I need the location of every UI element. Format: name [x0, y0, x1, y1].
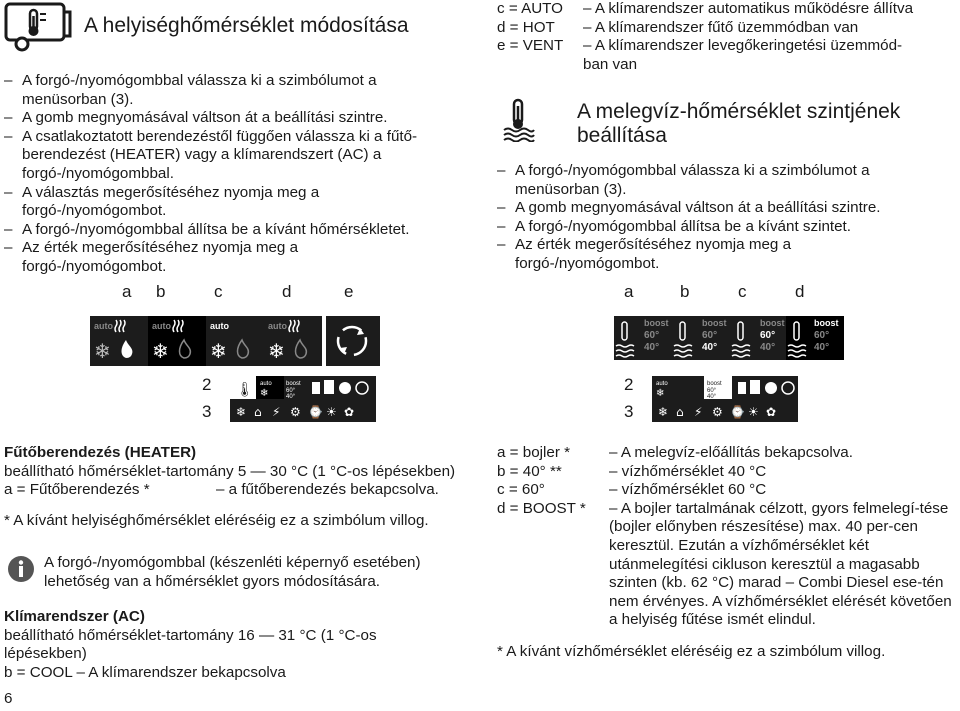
svg-text:⌚: ⌚: [730, 405, 745, 419]
svg-text:✿: ✿: [344, 405, 355, 419]
steps-list: [497, 162, 937, 274]
step: – A forgó-/nyomógombbal állítsa be a kívánt szintet.: [497, 218, 937, 237]
svg-text:❄: ❄: [268, 339, 285, 363]
step: – Az érték megerősítéséhez nyomja meg a forgó-/nyomógombot.: [497, 236, 937, 273]
menu-display: [230, 376, 376, 422]
def-key: e = VENT: [497, 37, 564, 55]
svg-text:40°: 40°: [702, 342, 718, 353]
svg-text:❄: ❄: [656, 388, 665, 399]
letter-label: c: [738, 282, 747, 301]
water-display: [614, 316, 844, 360]
ac-title: Klímarendszer (AC): [4, 608, 145, 625]
svg-text:❄: ❄: [260, 388, 269, 399]
svg-text:auto: auto: [260, 381, 272, 387]
step: – A gomb megnyomásával váltson át a beállítási szintre.: [497, 199, 937, 218]
letter-label: e: [344, 282, 354, 301]
svg-text:60°: 60°: [644, 330, 660, 341]
svg-text:boost: boost: [644, 318, 669, 328]
def-val: – vízhőmérséklet 40 °C: [609, 462, 767, 480]
section-title: A melegvíz-hőmérséklet szintjének beállítása: [577, 100, 901, 147]
steps-list: [4, 72, 444, 277]
svg-text:60°: 60°: [707, 388, 717, 394]
def-val: – A klímarendszer levegőkeringetési üzemmód-ban van: [583, 37, 903, 73]
ac-section: [4, 608, 424, 682]
ac-range: beállítható hőmérséklet-tartomány 16 — 31 °C (1 °C-os lépésekben): [4, 626, 377, 663]
svg-text:🌡: 🌡: [236, 382, 254, 398]
step: – Az érték megerősítéséhez nyomja meg a forgó-/nyomógombot.: [4, 239, 444, 276]
info-icon: [8, 556, 34, 582]
step: – A forgó-/nyomógombbal válassza ki a szimbólumot a menüsorban (3).: [497, 162, 937, 199]
svg-text:☀: ☀: [326, 405, 337, 419]
svg-text:❄: ❄: [94, 339, 111, 363]
def-val: – A melegvíz-előállítás bekapcsolva.: [609, 444, 853, 461]
def-val: – A bojler tartalmának célzott, gyors felmelegí-tése (bojler előnyben részesítése) max. 40 per-cen keresztül. Ezután a vízhőmérséklet két utánmelegítési cikluson keresztül a magasabb szinten (kb. 62 °C) marad – Combi Diesel ese-tén nem érvényes. A vízhőmérséklet elérését követően a helyiség fűtése ismét elindul.: [609, 499, 952, 629]
def-val: – A klímarendszer fűtő üzemmódban van: [583, 18, 859, 36]
heater-note: * A kívánt helyiséghőmérséklet eléréséig ez a szimbólum villog.: [4, 511, 429, 529]
svg-text:❄: ❄: [236, 405, 247, 419]
svg-text:❄: ❄: [152, 339, 169, 363]
row-label: 3: [202, 402, 212, 421]
step: – A csatlakoztatott berendezéstől függően válassza ki a fűtő-berendezést (HEATER) vagy a klímarendszert (AC) a forgó-/nyomógombbal.: [4, 128, 444, 184]
svg-text:auto: auto: [268, 321, 287, 331]
def-key: d = BOOST *: [497, 499, 586, 517]
svg-text:40°: 40°: [760, 342, 776, 353]
water-note: * A kívánt vízhőmérséklet eléréséig ez a szimbólum villog.: [497, 643, 886, 660]
svg-text:✿: ✿: [766, 405, 777, 419]
svg-text:⌂: ⌂: [676, 405, 684, 419]
svg-text:auto: auto: [152, 321, 171, 331]
step: – A forgó-/nyomógombbal válassza ki a szimbólumot a menüsorban (3).: [4, 72, 444, 109]
svg-text:boost: boost: [707, 381, 722, 387]
svg-text:40°: 40°: [814, 342, 830, 353]
def-key: b = 40° **: [497, 462, 562, 480]
def-key: c = 60°: [497, 481, 545, 499]
svg-text:40°: 40°: [644, 342, 660, 353]
ac-modes: [497, 0, 957, 74]
row-label: 2: [202, 375, 212, 394]
row-label: 3: [624, 402, 634, 421]
svg-text:boost: boost: [286, 381, 301, 387]
svg-text:auto: auto: [656, 381, 668, 387]
heater-a-val: – a fűtőberendezés bekapcsolva.: [216, 481, 439, 499]
def-key: a = bojler *: [497, 444, 571, 461]
def-val: – A klímarendszer automatikus működésre állítva: [583, 0, 914, 17]
step: – A gomb megnyomásával váltson át a beállítási szintre.: [4, 109, 444, 128]
svg-text:☀: ☀: [748, 405, 759, 419]
water-thermometer-icon: [502, 98, 536, 142]
def-key: d = HOT: [497, 18, 555, 36]
svg-text:40°: 40°: [286, 394, 296, 400]
svg-text:auto: auto: [210, 321, 229, 331]
letter-label: b: [680, 282, 690, 301]
svg-text:⚙: ⚙: [290, 405, 301, 419]
section-title: A helyiséghőmérséklet módosítása: [84, 14, 409, 37]
heater-title: Fűtőberendezés (HEATER): [4, 444, 197, 461]
letter-label: d: [282, 282, 292, 301]
info-text: A forgó-/nyomógombbal (készenléti képernyő esetében) lehetőség van a hőmérséklet gyors módosítására.: [44, 554, 421, 590]
letter-label: a: [624, 282, 634, 301]
svg-text:60°: 60°: [286, 388, 296, 394]
letter-label: a: [122, 282, 132, 301]
svg-text:60°: 60°: [760, 330, 776, 341]
letter-label: b: [156, 282, 166, 301]
svg-text:auto: auto: [94, 321, 113, 331]
letter-label: c: [214, 282, 223, 301]
svg-text:⌂: ⌂: [254, 405, 262, 419]
svg-text:⌚: ⌚: [308, 405, 323, 419]
svg-text:60°: 60°: [702, 330, 718, 341]
heater-display: [90, 316, 380, 366]
svg-text:40°: 40°: [707, 394, 717, 400]
svg-text:❄: ❄: [658, 405, 669, 419]
svg-text:boost: boost: [702, 318, 727, 328]
svg-text:boost: boost: [760, 318, 785, 328]
def-val: – vízhőmérséklet 60 °C: [609, 481, 767, 499]
heater-section: [4, 444, 474, 530]
page-number: 6: [4, 690, 13, 707]
ac-b: b = COOL – A klímarendszer bekapcsolva: [4, 663, 286, 681]
svg-text:⚡: ⚡: [694, 405, 703, 419]
menu-display: [652, 376, 798, 422]
water-defs: [497, 444, 959, 630]
heater-range: beállítható hőmérséklet-tartomány 5 — 30 °C (1 °C-os lépésekben): [4, 462, 456, 480]
svg-text:⚡: ⚡: [272, 405, 281, 419]
heater-a-key: a = Fűtőberendezés *: [4, 481, 150, 499]
step: – A választás megerősítéséhez nyomja meg a forgó-/nyomógombot.: [4, 184, 444, 221]
row-label: 2: [624, 375, 634, 394]
svg-text:❄: ❄: [210, 339, 227, 363]
step: – A forgó-/nyomógombbal állítsa be a kívánt hőmérsékletet.: [4, 221, 444, 240]
svg-text:60°: 60°: [814, 330, 830, 341]
svg-text:boost: boost: [814, 318, 839, 328]
letter-label: d: [795, 282, 805, 301]
svg-text:⚙: ⚙: [712, 405, 723, 419]
caravan-thermometer-icon: [4, 0, 74, 52]
def-key: c = AUTO: [497, 0, 563, 17]
